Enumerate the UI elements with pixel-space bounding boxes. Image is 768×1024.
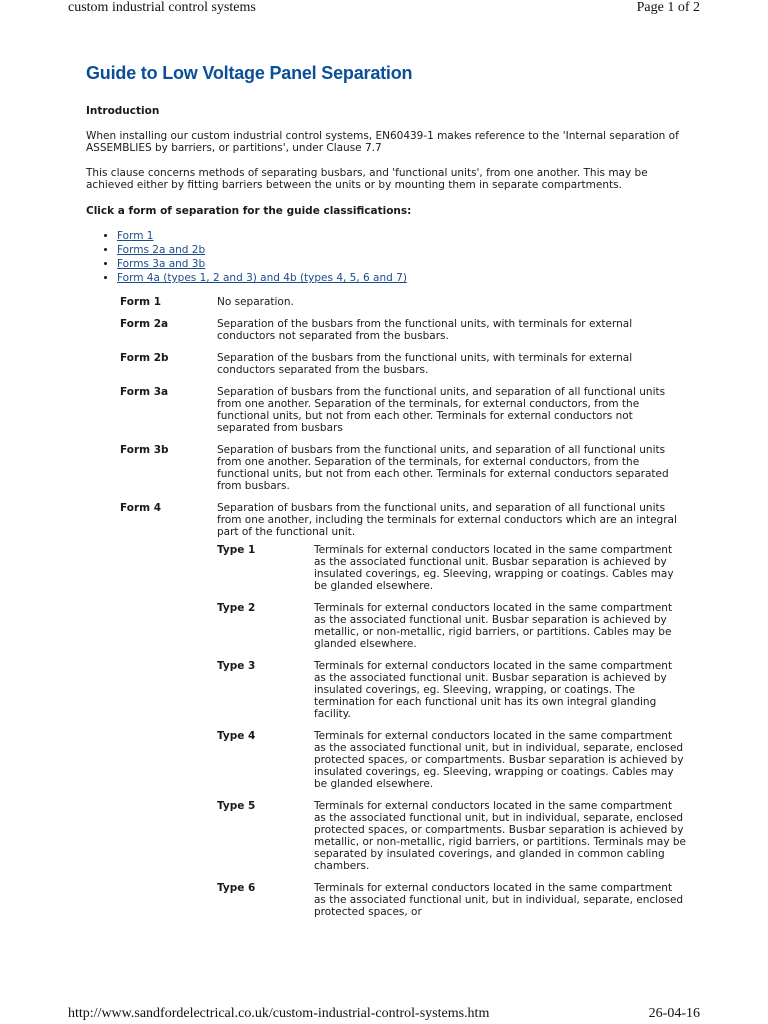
- type-description: Terminals for external conductors located in the same compartment as the associated functional unit. Busbar separation is achieved by insulated coverings, eg. Sleeving, wrapping, or coatings. The termination for each functional unit has its own integral glanding facility.: [314, 660, 673, 720]
- list-item: [117, 243, 686, 257]
- intro-heading: Introduction: [86, 105, 160, 117]
- form-description: Separation of busbars from the functional units, and separation of all functional units from one another, including the terminals for external conductors which are an integral part of the functional unit.: [217, 502, 677, 538]
- form-4-types: [217, 544, 686, 918]
- intro-paragraph-2: This clause concerns methods of separating busbars, and 'functional units', from one another. This may be achieved either by fitting barriers between the units or by mounting them in separate compartments.: [86, 167, 648, 191]
- print-footer-date: 26-04-16: [648, 1006, 700, 1021]
- link-forms-2[interactable]: Forms 2a and 2b: [117, 244, 206, 256]
- type-description: Terminals for external conductors located in the same compartment as the associated functional unit. Busbar separation is achieved by insulated coverings, eg. Sleeving, wrapping or coatings. Cables may be glanded elsewhere.: [314, 544, 674, 592]
- type-description: Terminals for external conductors located in the same compartment as the associated functional unit, but in individual, separate, enclosed protected spaces, or: [314, 882, 684, 918]
- list-item: [117, 271, 686, 285]
- form-label: Form 1: [120, 296, 162, 308]
- form-row: [120, 296, 686, 308]
- print-header-page: Page 1 of 2: [636, 0, 700, 15]
- page-content: [86, 63, 686, 928]
- type-row: [217, 730, 686, 790]
- type-row: [217, 544, 686, 592]
- page-title: Guide to Low Voltage Panel Separation: [86, 63, 413, 83]
- type-label: Type 5: [217, 800, 256, 812]
- type-description: Terminals for external conductors located in the same compartment as the associated functional unit, but in individual, separate, enclosed protected spaces, or compartments. Busbar separation is achieved by metallic, or non-metallic, rigid barriers, or partitions. Terminals may be separated by insulated coverings, and glanded in common cabling chambers.: [314, 800, 686, 872]
- type-description: Terminals for external conductors located in the same compartment as the associated functional unit, but in individual, separate, enclosed protected spaces, or compartments. Busbar separation is achieved by insulated coverings, eg. Sleeving, wrapping or coatings. Cables may be glanded elsewhere.: [314, 730, 684, 790]
- intro-paragraph-1: When installing our custom industrial control systems, EN60439-1 makes reference to the 'Internal separation of ASSEMBLIES by barriers, or partitions', under Clause 7.7: [86, 130, 679, 154]
- form-description: Separation of busbars from the functional units, and separation of all functional units from one another. Separation of the terminals, for external conductors, from the functional units, but not from each other. Terminals for external conductors separated from busbars.: [217, 444, 669, 492]
- link-form-4[interactable]: Form 4a (types 1, 2 and 3) and 4b (types 4, 5, 6 and 7): [117, 272, 407, 284]
- form-row: [120, 502, 686, 538]
- form-label: Form 2a: [120, 318, 169, 330]
- type-row: [217, 882, 686, 918]
- form-label: Form 2b: [120, 352, 169, 364]
- list-item: [117, 229, 686, 243]
- form-description: Separation of the busbars from the functional units, with terminals for external conductors separated from the busbars.: [217, 352, 633, 376]
- click-heading: Click a form of separation for the guide classifications:: [86, 205, 412, 217]
- type-label: Type 4: [217, 730, 256, 742]
- form-description: Separation of the busbars from the functional units, with terminals for external conductors not separated from the busbars.: [217, 318, 633, 342]
- type-label: Type 2: [217, 602, 256, 614]
- link-forms-3[interactable]: Forms 3a and 3b: [117, 258, 206, 270]
- type-label: Type 1: [217, 544, 256, 556]
- form-row: [120, 444, 686, 492]
- type-label: Type 3: [217, 660, 256, 672]
- form-label: Form 3a: [120, 386, 169, 398]
- print-header-title: custom industrial control systems: [68, 0, 256, 15]
- form-row: [120, 318, 686, 342]
- type-row: [217, 800, 686, 872]
- print-footer: [68, 1006, 700, 1022]
- form-description: Separation of busbars from the functional units, and separation of all functional units from one another. Separation of the terminals, for external conductors, from the functional units, but not from each other. Terminals for external conductors not separated from busbars: [217, 386, 666, 434]
- type-label: Type 6: [217, 882, 256, 894]
- type-description: Terminals for external conductors located in the same compartment as the associated functional unit. Busbar separation is achieved by metallic, or non-metallic, rigid barriers, or partitions. Cables may be glanded elsewhere.: [314, 602, 673, 650]
- link-form-1[interactable]: Form 1: [117, 230, 154, 242]
- form-description: No separation.: [217, 296, 294, 308]
- forms-table: [120, 296, 686, 918]
- separation-links: [86, 229, 686, 285]
- print-footer-url: http://www.sandfordelectrical.co.uk/custom-industrial-control-systems.htm: [68, 1006, 490, 1021]
- form-label: Form 4: [120, 502, 162, 514]
- form-label: Form 3b: [120, 444, 169, 456]
- form-row: [120, 352, 686, 376]
- form-row: [120, 386, 686, 434]
- type-row: [217, 602, 686, 650]
- print-header: [68, 0, 700, 16]
- type-row: [217, 660, 686, 720]
- list-item: [117, 257, 686, 271]
